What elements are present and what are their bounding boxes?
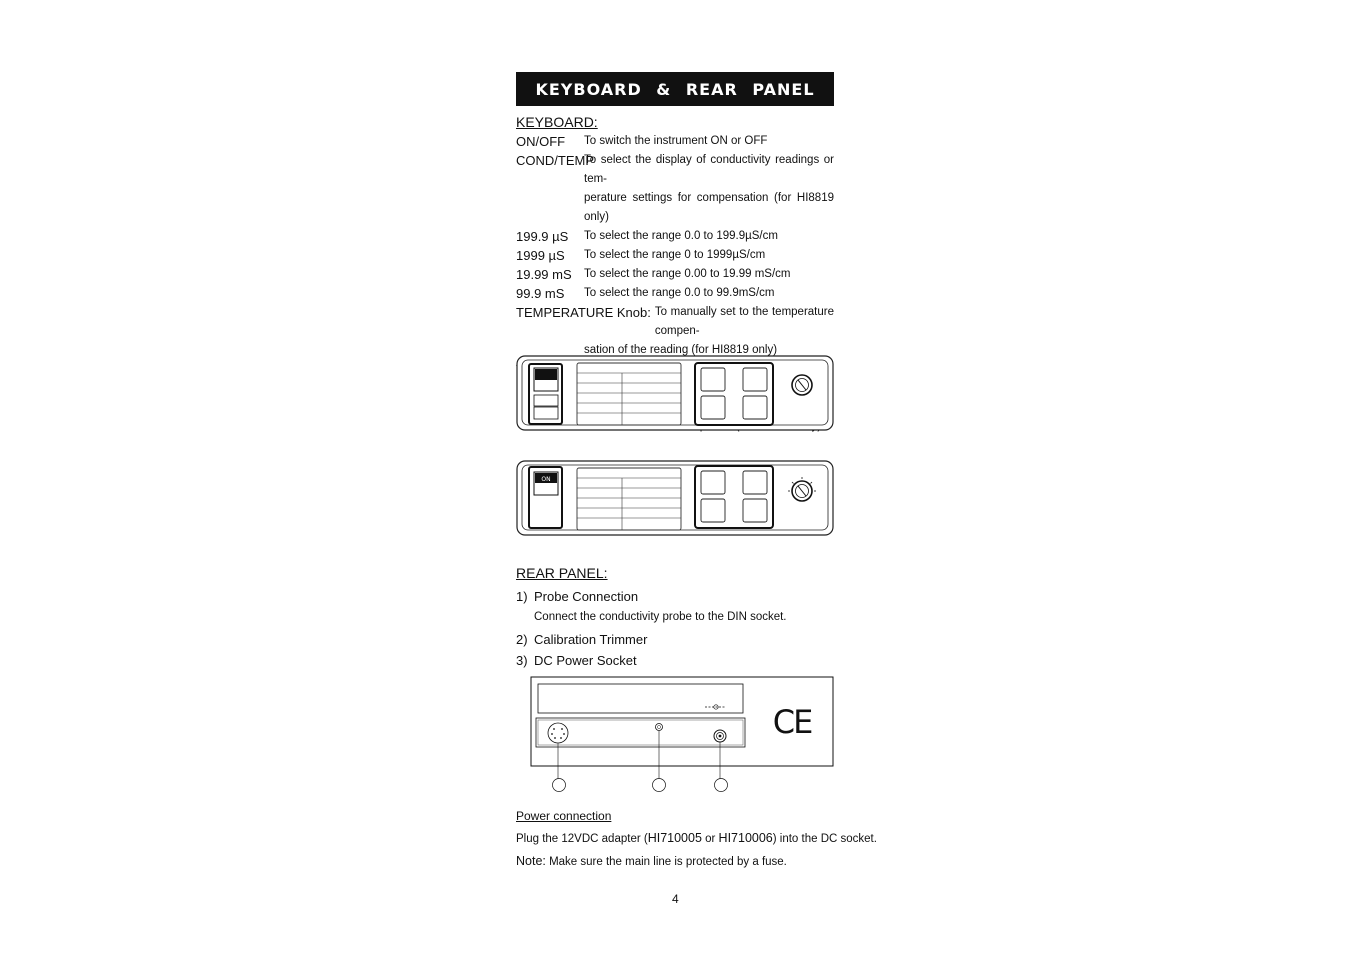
- kb-desc: To select the range 0.0 to 99.9mS/cm: [584, 287, 775, 299]
- text-segment: ) into the DC socket.: [772, 833, 877, 845]
- kb-item-999ms: [516, 284, 834, 303]
- item-label: Probe Connection: [534, 589, 639, 604]
- kb-item-onoff: [516, 132, 834, 151]
- ce-mark-icon: CE: [772, 703, 812, 741]
- kb-desc: To select the range 0.00 to 19.99 mS/cm: [584, 268, 791, 280]
- kb-desc-cont: sation of the reading (for HI8819 only): [584, 344, 778, 356]
- note-text: Make sure the main line is protected by a fuse.: [545, 856, 787, 868]
- model-code: HI710005: [647, 831, 702, 845]
- rear-item-dc-socket: [516, 653, 637, 668]
- keyboard-heading: KEYBOARD:: [516, 114, 598, 130]
- item-label: DC Power Socket: [534, 653, 637, 668]
- switch-label: ON: [541, 476, 551, 483]
- kb-term: 19.99 mS: [516, 267, 572, 282]
- callout-circle-2: [653, 779, 666, 792]
- item-label: Calibration Trimmer: [534, 632, 648, 647]
- kb-item-1999ms: [516, 265, 834, 284]
- rear-item-probe-desc: Connect the conductivity probe to the DIN socket.: [534, 611, 787, 623]
- item-number: 2): [516, 632, 528, 647]
- kb-desc: To select the range 0 to 1999µS/cm: [584, 249, 766, 261]
- front-panel-diagram-1: [516, 355, 834, 432]
- kb-term: 199.9 µS: [516, 229, 569, 244]
- power-connection-text: [516, 831, 877, 845]
- kb-desc: To select the range 0.0 to 199.9µS/cm: [584, 230, 778, 242]
- rear-item-probe: [516, 589, 638, 604]
- callout-circle-1: [553, 779, 566, 792]
- rear-panel-diagram: [530, 676, 835, 794]
- kb-item-condtemp: [516, 151, 834, 227]
- note-label: Note:: [516, 854, 546, 868]
- kb-term: 99.9 mS: [516, 286, 565, 301]
- page-number: 4: [672, 892, 679, 906]
- kb-term: COND/TEMP: [516, 153, 594, 168]
- item-number: 1): [516, 589, 528, 604]
- front-panel-diagram-2: [516, 460, 834, 537]
- model-code: HI710006: [718, 831, 773, 845]
- power-connection-heading: Power connection: [516, 809, 612, 823]
- kb-item-1999: [516, 246, 834, 265]
- kb-term: TEMPERATURE Knob:: [516, 305, 651, 320]
- rear-panel-heading: REAR PANEL:: [516, 565, 608, 581]
- text-segment: Plug the 12VDC adapter (: [516, 833, 648, 845]
- kb-term: 1999 µS: [516, 248, 565, 263]
- kb-item-199: [516, 227, 834, 246]
- callout-circle-3: [715, 779, 728, 792]
- power-note: [516, 854, 787, 868]
- kb-item-temp-knob: [516, 303, 834, 360]
- kb-desc: To switch the instrument ON or OFF: [584, 135, 768, 147]
- rear-item-trimmer: [516, 632, 647, 647]
- text-segment: or: [701, 833, 719, 845]
- kb-term: ON/OFF: [516, 134, 566, 149]
- item-number: 3): [516, 653, 528, 668]
- page-title: KEYBOARD & REAR PANEL: [516, 72, 834, 106]
- kb-desc: To manually set to the temperature compen-: [654, 306, 834, 337]
- kb-desc: To select the display of conductivity readings or tem-: [584, 154, 834, 185]
- kb-desc-cont: perature settings for compensation (for HI8819 only): [584, 192, 834, 223]
